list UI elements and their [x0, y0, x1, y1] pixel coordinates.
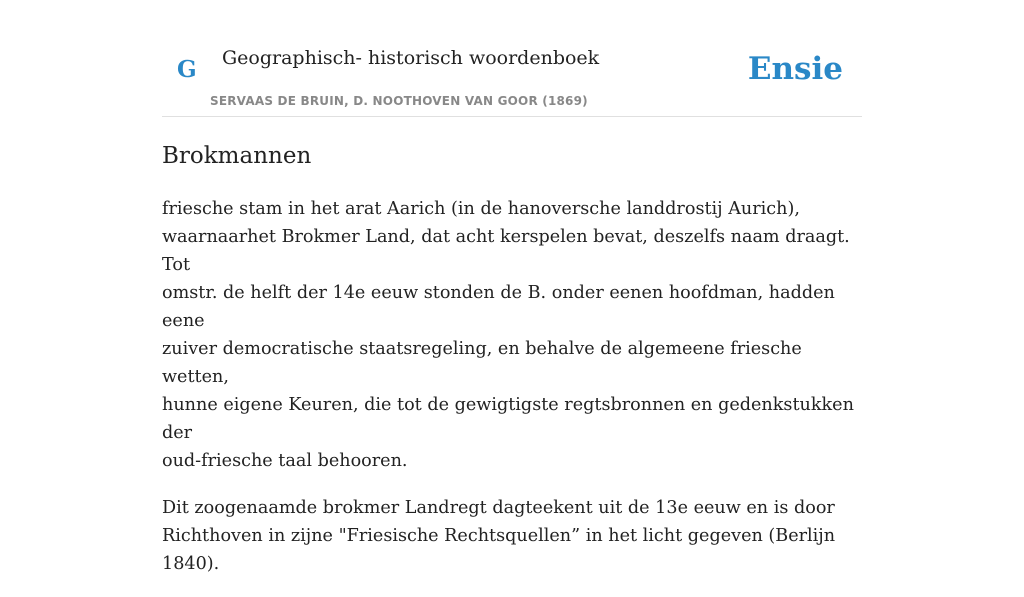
entry-body	[162, 195, 862, 578]
book-authors: SERVAAS DE BRUIN, D. NOOTHOVEN VAN GOOR (1869)	[210, 94, 588, 108]
entry-paragraph: Dit zoogenaamde brokmer Landregt dagteekent uit de 13e eeuw en is door Richthoven in zijne "Friesische Rechtsquellen” in het licht gegeven (Berlijn 1840).	[162, 498, 836, 574]
entry-title: Brokmannen	[162, 143, 312, 169]
book-header	[162, 0, 862, 117]
book-logo-letter[interactable]: G	[177, 56, 197, 83]
book-title[interactable]: Geographisch- historisch woordenboek	[222, 47, 600, 69]
ensie-logo-link[interactable]: Ensie	[747, 51, 843, 87]
page-container	[162, 0, 862, 597]
entry-paragraph: friesche stam in het arat Aarich (in de hanoversche landdrostij Aurich), waarnaarhet Brokmer Land, dat acht kerspelen bevat, deszelfs naam draagt. Tot omstr. de helft der 14e eeuw stonden de B. onder eenen hoofdman, hadden eene zuiver democratische staatsregeling, en behalve de algemeene friesche wetten, hunne eigene Keuren, die tot de gewigtigste regtsbronnen en gedenkstukken der oud-friesche taal behooren.	[162, 199, 854, 471]
